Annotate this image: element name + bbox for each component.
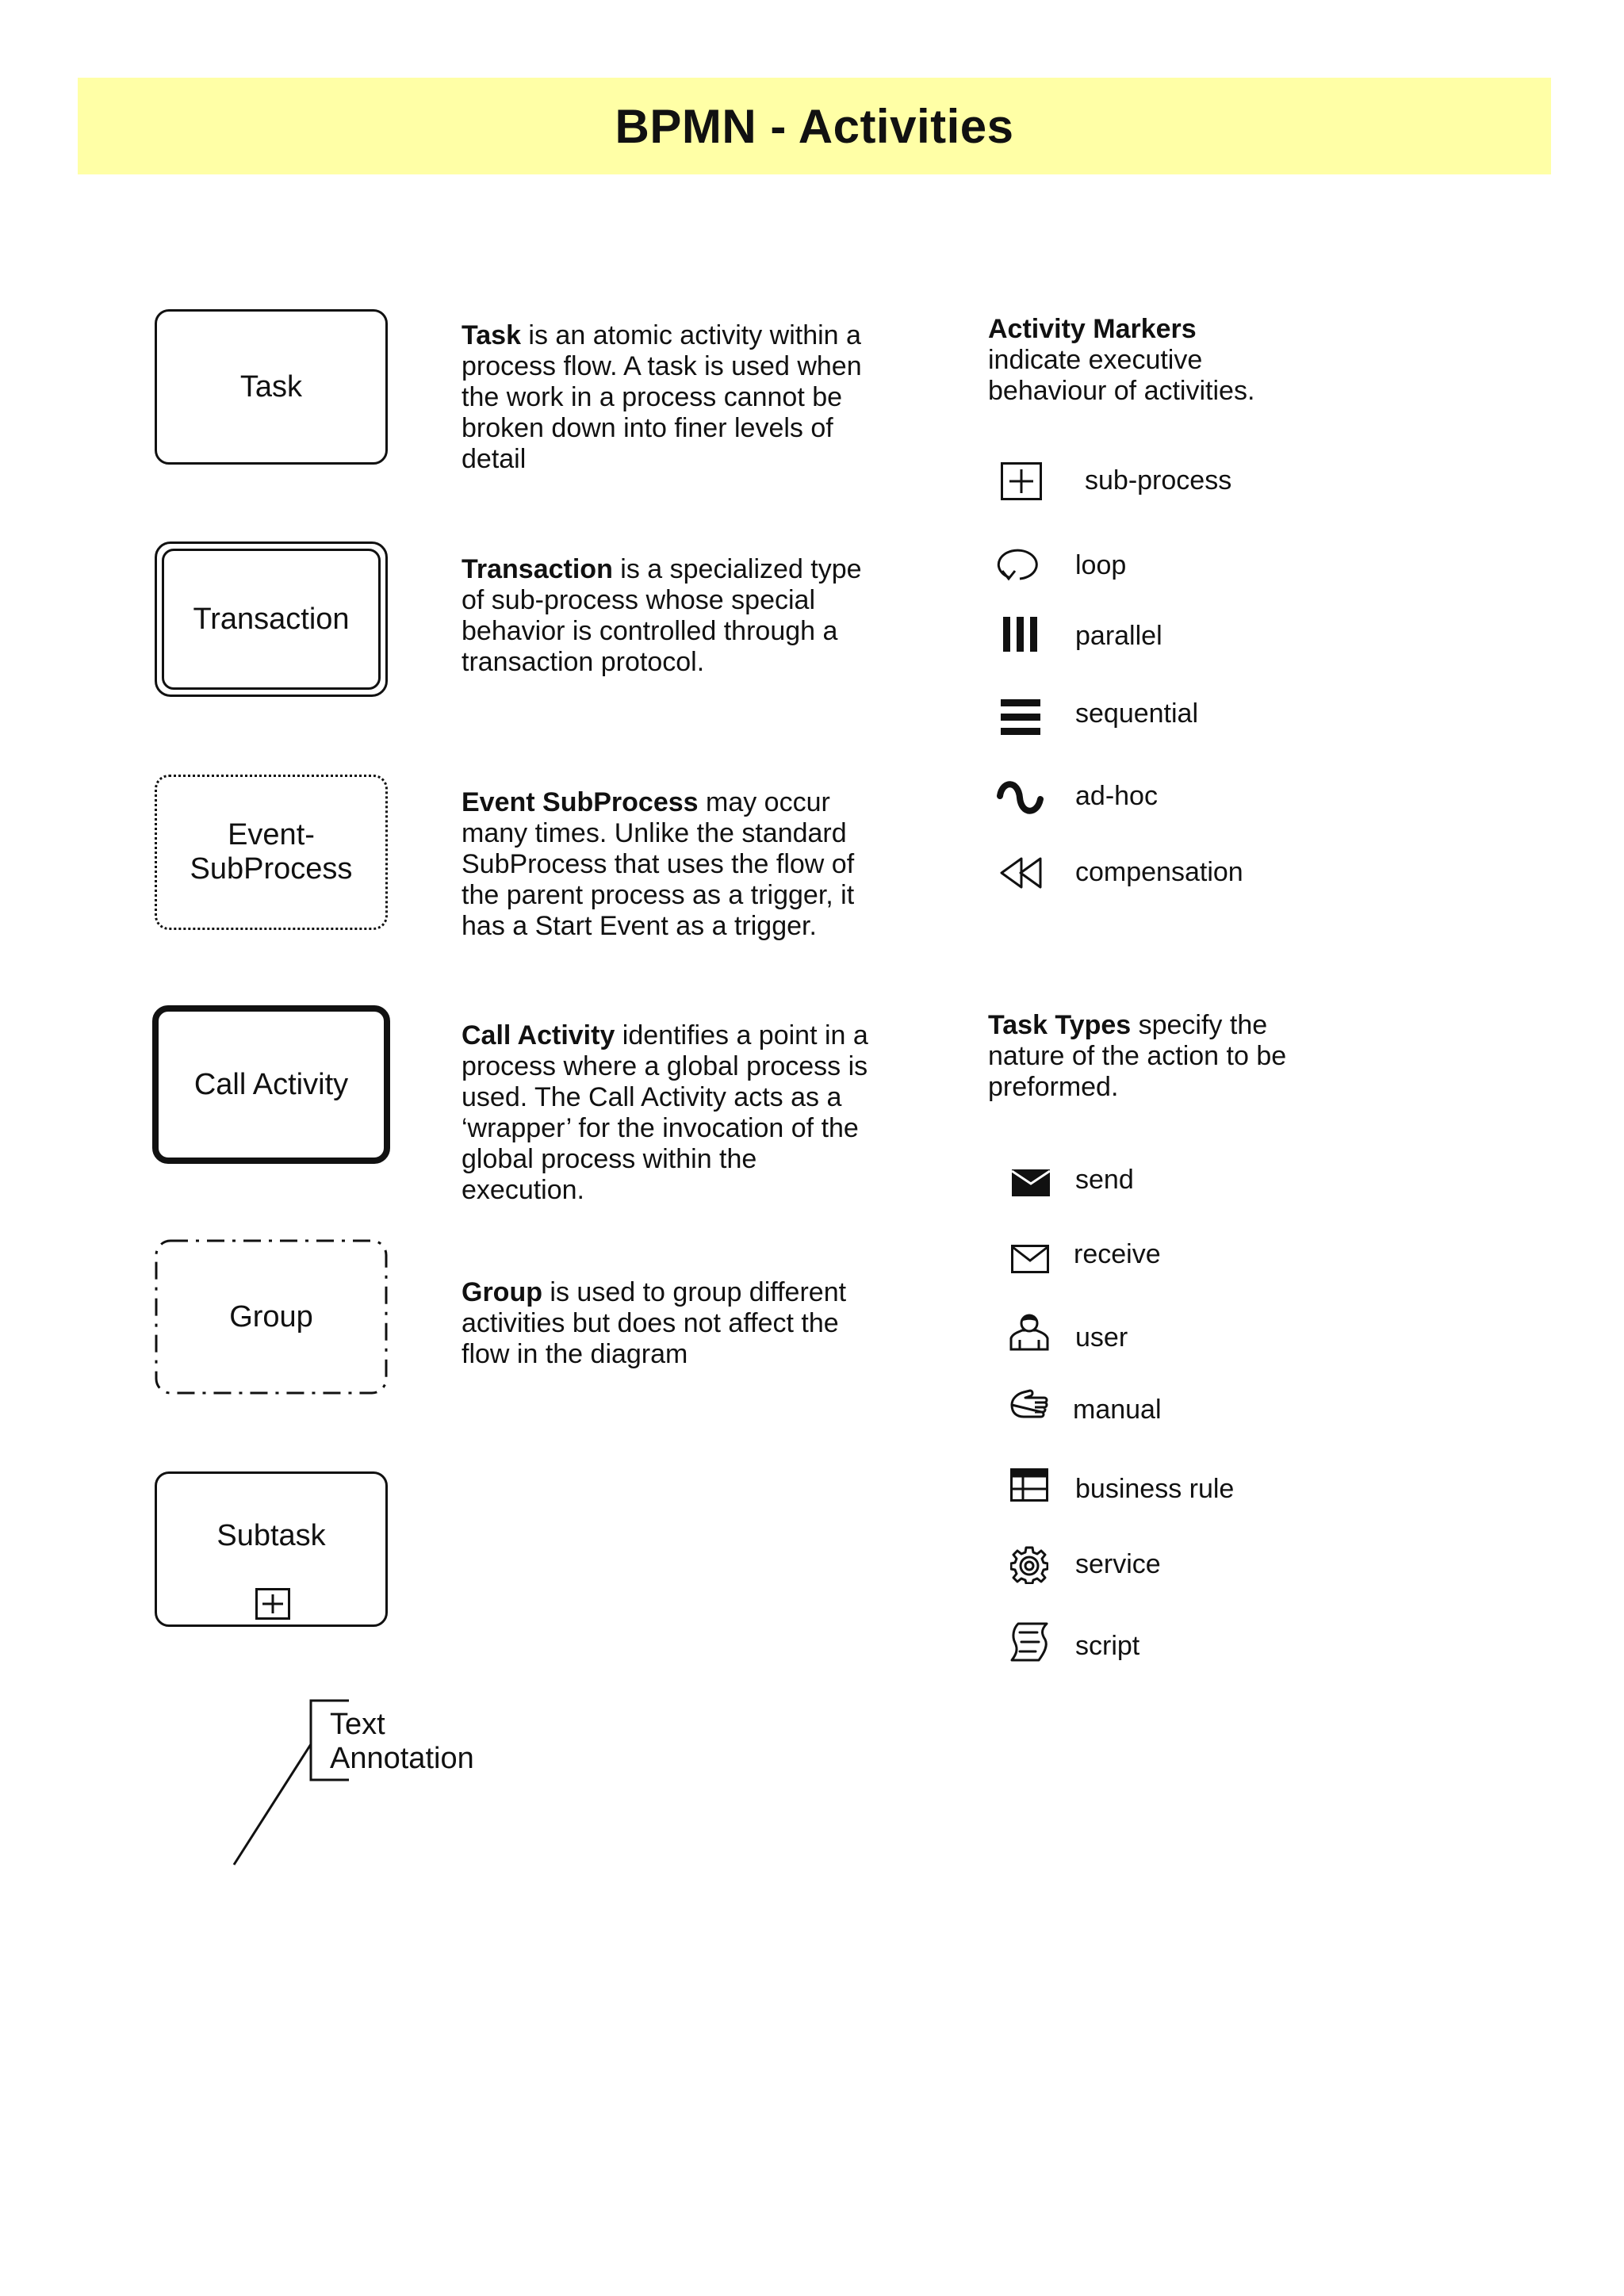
loop-marker-label: loop — [1075, 550, 1127, 580]
send-icon — [1012, 1169, 1050, 1196]
service-icon — [1010, 1546, 1048, 1584]
adhoc-marker-icon — [996, 779, 1045, 818]
call-activity-description — [462, 1020, 874, 1206]
event-subprocess-shape[interactable] — [155, 775, 388, 930]
event-subprocess-term: Event SubProcess — [462, 787, 699, 817]
task-types-intro: specify the nature of the action to be preformed. — [988, 1010, 1287, 1102]
transaction-shape-label: Transaction — [193, 602, 350, 636]
compensation-marker-label: compensation — [1075, 857, 1243, 887]
manual-icon — [1009, 1389, 1051, 1425]
text-annotation-label: Text Annotation — [330, 1708, 474, 1775]
task-term: Task — [462, 320, 521, 350]
user-label: user — [1075, 1322, 1128, 1353]
group-description-text: is used to group different activities but does not affect the flow in the diagram — [462, 1277, 847, 1369]
sequential-marker-label: sequential — [1075, 698, 1199, 729]
subtask-shape[interactable] — [155, 1471, 388, 1627]
transaction-description — [462, 554, 874, 678]
group-shape[interactable] — [155, 1239, 388, 1395]
call-activity-shape[interactable] — [152, 1005, 390, 1164]
sequential-marker-icon — [1001, 699, 1040, 736]
business-rule-icon — [1010, 1468, 1048, 1502]
adhoc-marker-label: ad-hoc — [1075, 781, 1158, 811]
parallel-marker-icon — [1002, 617, 1040, 652]
task-types-title: Task Types — [988, 1010, 1132, 1040]
task-types-heading — [988, 1010, 1321, 1103]
script-icon — [1009, 1622, 1050, 1662]
page-title: BPMN - Activities — [615, 99, 1014, 153]
group-term: Group — [462, 1277, 542, 1307]
subprocess-plus-icon — [255, 1588, 290, 1620]
subprocess-marker-label: sub-process — [1085, 465, 1232, 496]
compensation-marker-icon — [999, 856, 1044, 890]
group-description — [462, 1277, 874, 1370]
loop-marker-icon — [996, 544, 1044, 584]
parallel-marker-label: parallel — [1075, 621, 1162, 651]
call-activity-shape-label: Call Activity — [193, 1067, 349, 1101]
task-description — [462, 320, 874, 475]
manual-label: manual — [1073, 1395, 1162, 1425]
send-label: send — [1075, 1165, 1134, 1195]
user-icon — [1009, 1313, 1049, 1351]
activity-markers-intro: indicate executive behaviour of activities. — [988, 345, 1255, 406]
event-subprocess-description — [462, 787, 874, 942]
task-shape[interactable] — [155, 309, 388, 465]
task-shape-label: Task — [239, 369, 303, 404]
group-shape-label: Group — [229, 1299, 313, 1334]
script-label: script — [1075, 1631, 1140, 1661]
call-activity-term: Call Activity — [462, 1020, 615, 1050]
transaction-term: Transaction — [462, 554, 613, 584]
task-description-text: is an atomic activity within a process flow. A task is used when the work in a process cannot be broken down into finer levels of detail — [462, 320, 862, 474]
call-activity-description-text: identifies a point in a process where a global process is used. The Call Activity acts as a ‘wrapper’ for the invocation of the global process within the execution. — [462, 1020, 868, 1205]
service-label: service — [1075, 1549, 1161, 1579]
title-banner — [78, 78, 1551, 174]
activity-markers-heading — [988, 314, 1321, 407]
receive-label: receive — [1074, 1239, 1161, 1269]
event-subprocess-shape-label: Event- SubProcess — [190, 818, 353, 886]
event-subprocess-description-text: may occur many times. Unlike the standard SubProcess that uses the flow of the parent process as a trigger, it has a Start Event as a trigger. — [462, 787, 855, 941]
transaction-shape[interactable] — [155, 541, 388, 697]
receive-icon — [1011, 1245, 1049, 1273]
transaction-description-text: is a specialized type of sub-process whose special behavior is controlled through a transaction protocol. — [462, 554, 862, 677]
subtask-shape-label: Subtask — [216, 1518, 326, 1552]
subprocess-marker-icon — [1001, 462, 1042, 500]
business-rule-label: business rule — [1075, 1474, 1235, 1504]
activity-markers-title: Activity Markers — [988, 314, 1197, 344]
